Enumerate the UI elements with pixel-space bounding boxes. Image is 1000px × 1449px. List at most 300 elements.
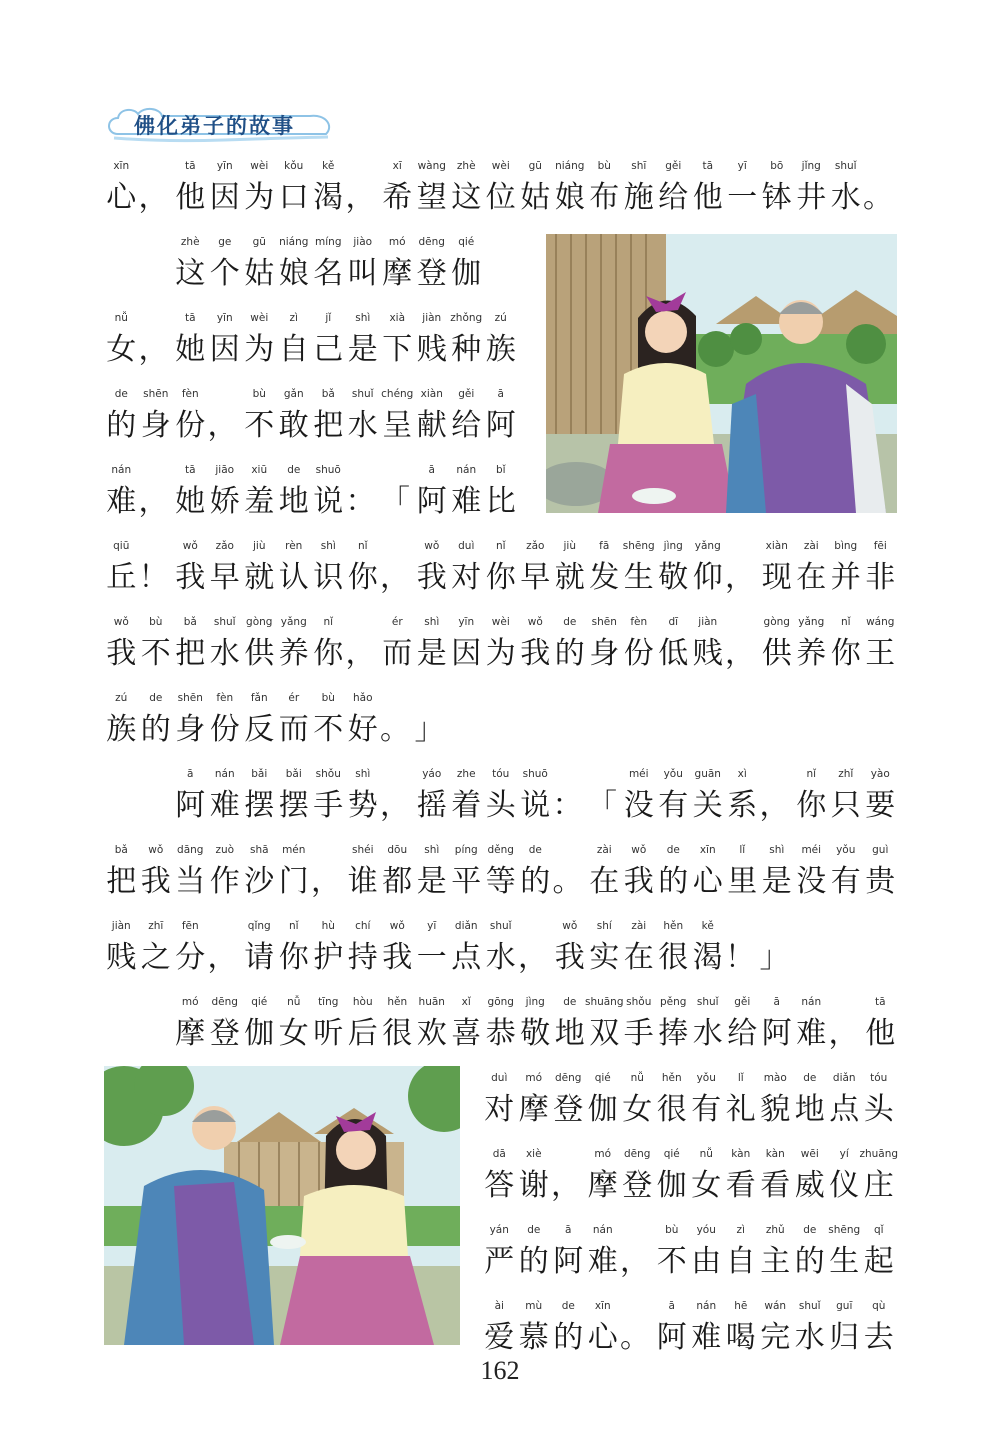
hanzi: ， xyxy=(207,940,238,975)
ruby-char xyxy=(863,540,898,610)
hanzi: 摇 xyxy=(416,788,447,823)
pinyin: yīn xyxy=(458,616,475,628)
hanzi: 不 xyxy=(244,408,275,443)
hanzi: 的 xyxy=(106,408,137,443)
hanzi: 族 xyxy=(485,332,516,367)
hanzi: 头 xyxy=(863,1092,894,1127)
pinyin: xiū xyxy=(251,464,268,476)
hanzi: 摩 xyxy=(518,1092,549,1127)
pinyin: fǎn xyxy=(250,692,268,704)
hanzi: 是 xyxy=(416,864,447,899)
ruby-char xyxy=(863,160,898,230)
pinyin: yǎng xyxy=(694,540,721,552)
pinyin: xì xyxy=(737,768,747,780)
hanzi: ， xyxy=(311,864,341,899)
hanzi: 把 xyxy=(175,636,206,671)
hanzi: 你 xyxy=(830,636,861,671)
hanzi: 位 xyxy=(485,180,516,215)
pinyin: de xyxy=(666,844,680,856)
hanzi: ， xyxy=(138,332,169,367)
pinyin: yáo xyxy=(422,768,442,780)
hanzi: 己 xyxy=(313,332,344,367)
hanzi: 而 xyxy=(278,712,309,747)
pinyin: bù xyxy=(597,160,611,172)
pinyin: dā xyxy=(492,1148,506,1160)
pinyin: qié xyxy=(251,996,268,1008)
pinyin: bù xyxy=(252,388,266,400)
pinyin: duì xyxy=(458,540,475,552)
hanzi: 」 xyxy=(414,712,445,747)
pinyin: shì xyxy=(424,844,440,856)
pinyin: shuǐ xyxy=(798,1300,821,1312)
pinyin: bìng xyxy=(834,540,858,552)
hanzi: 看 xyxy=(725,1168,756,1203)
ruby-char xyxy=(691,616,726,686)
hanzi: 呈 xyxy=(382,408,413,443)
hanzi: 早 xyxy=(520,560,551,595)
pinyin: rèn xyxy=(285,540,303,552)
pinyin: tā xyxy=(874,996,886,1008)
hanzi: 有 xyxy=(658,788,689,823)
hanzi: 非 xyxy=(865,560,896,595)
hanzi: 个 xyxy=(209,256,240,291)
pinyin: mó xyxy=(388,236,406,248)
hanzi: ， xyxy=(725,636,755,671)
hanzi: 供 xyxy=(244,636,275,671)
pinyin: jiù xyxy=(253,540,266,552)
pinyin: dēng xyxy=(418,236,445,248)
hanzi: 身 xyxy=(589,636,620,671)
pinyin: jiào xyxy=(353,236,373,248)
pinyin: huān xyxy=(418,996,445,1008)
pinyin: wǒ xyxy=(527,616,543,628)
hanzi: 貌 xyxy=(760,1092,791,1127)
ruby-char xyxy=(760,920,795,990)
pinyin: dēng xyxy=(555,1072,582,1084)
pinyin: gǎn xyxy=(283,388,304,400)
pinyin: ā xyxy=(187,768,194,780)
pinyin: jiāo xyxy=(215,464,235,476)
hanzi: 敢 xyxy=(278,408,309,443)
ruby-char xyxy=(311,464,346,534)
ruby-char xyxy=(484,920,519,990)
hanzi: 生 xyxy=(623,560,654,595)
ruby-char xyxy=(104,464,139,534)
pinyin: zú xyxy=(115,692,128,704)
pinyin: yóu xyxy=(696,1224,716,1236)
ruby-char xyxy=(517,1148,552,1218)
hanzi: 爱 xyxy=(484,1320,515,1355)
pinyin: tóu xyxy=(870,1072,888,1084)
hanzi: 摩 xyxy=(587,1168,618,1203)
pinyin: zú xyxy=(494,312,507,324)
hanzi: 阿 xyxy=(553,1244,584,1279)
pinyin: yào xyxy=(870,768,890,780)
pinyin: ā xyxy=(428,464,435,476)
hanzi: 因 xyxy=(451,636,482,671)
hanzi: 早 xyxy=(209,560,240,595)
hanzi: 并 xyxy=(830,560,861,595)
pinyin: bǎi xyxy=(251,768,268,780)
pinyin: wèi xyxy=(491,616,510,628)
pinyin: qié xyxy=(663,1148,680,1160)
hanzi: 摩 xyxy=(382,256,413,291)
pinyin: diǎn xyxy=(454,920,478,932)
pinyin: wǒ xyxy=(113,616,129,628)
hanzi: 在 xyxy=(589,864,620,899)
hanzi: 他 xyxy=(865,1016,896,1051)
hanzi: 心 xyxy=(587,1320,618,1355)
pinyin: shuǐ xyxy=(213,616,236,628)
pinyin: de xyxy=(527,1224,541,1236)
hanzi: 你 xyxy=(278,940,309,975)
ruby-char xyxy=(794,996,829,1066)
hanzi: 女 xyxy=(106,332,137,367)
pinyin: pěng xyxy=(660,996,687,1008)
pinyin: shì xyxy=(769,844,785,856)
hanzi: 认 xyxy=(278,560,309,595)
pinyin: yīn xyxy=(216,312,233,324)
pinyin: tā xyxy=(702,160,714,172)
pinyin: xīn xyxy=(699,844,716,856)
hanzi: ， xyxy=(518,940,548,975)
hanzi: 施 xyxy=(623,180,654,215)
pinyin: nǐ xyxy=(288,920,299,932)
pinyin: de xyxy=(287,464,301,476)
ruby-char xyxy=(484,312,519,382)
pinyin: zài xyxy=(803,540,819,552)
ruby-char xyxy=(862,1224,897,1294)
hanzi: ， xyxy=(551,1168,581,1203)
hanzi: 这 xyxy=(451,180,482,215)
pinyin: bǎ xyxy=(321,388,335,400)
pinyin: qié xyxy=(594,1072,611,1084)
pinyin: gū xyxy=(528,160,542,172)
pinyin: zì xyxy=(289,312,298,324)
hanzi: 难 xyxy=(451,484,482,519)
hanzi: ， xyxy=(759,788,790,823)
pinyin: nǐ xyxy=(323,616,334,628)
pinyin: shēn xyxy=(143,388,169,400)
hanzi: 喝 xyxy=(725,1320,756,1355)
hanzi: ， xyxy=(828,1016,859,1051)
hanzi: 手 xyxy=(623,1016,654,1051)
pinyin: mó xyxy=(181,996,199,1008)
hanzi: 谢 xyxy=(518,1168,549,1203)
hanzi: 伽 xyxy=(451,256,482,291)
pinyin: zài xyxy=(596,844,612,856)
hanzi: 你 xyxy=(347,560,378,595)
hanzi: 反 xyxy=(244,712,275,747)
hanzi: 不 xyxy=(656,1244,687,1279)
pinyin: wǒ xyxy=(424,540,440,552)
hanzi: 我 xyxy=(140,864,171,899)
pinyin: shēn xyxy=(177,692,203,704)
hanzi: 严 xyxy=(484,1244,515,1279)
hanzi: 实 xyxy=(589,940,620,975)
pinyin: nǐ xyxy=(495,540,506,552)
hanzi: 她 xyxy=(175,484,206,519)
pinyin: wǒ xyxy=(148,844,164,856)
pinyin: děng xyxy=(487,844,514,856)
hanzi: 起 xyxy=(863,1244,894,1279)
hanzi: 我 xyxy=(623,864,654,899)
pinyin: dī xyxy=(668,616,679,628)
pinyin: lǐ xyxy=(737,1072,744,1084)
hanzi: 的 xyxy=(553,1320,584,1355)
pinyin: wǒ xyxy=(562,920,578,932)
hanzi: 谁 xyxy=(347,864,378,899)
pinyin: de xyxy=(563,616,577,628)
pinyin: shì xyxy=(355,768,371,780)
hanzi: 听 xyxy=(313,1016,344,1051)
pinyin: kǒu xyxy=(284,160,304,172)
hanzi: 请 xyxy=(244,940,275,975)
ruby-char xyxy=(863,768,898,838)
pinyin: hěn xyxy=(387,996,408,1008)
pinyin: yīn xyxy=(216,160,233,172)
hanzi: 地 xyxy=(278,484,309,519)
hanzi: ， xyxy=(620,1244,650,1279)
hanzi: 的 xyxy=(658,864,689,899)
pinyin: dēng xyxy=(624,1148,651,1160)
hanzi: 井 xyxy=(796,180,827,215)
pinyin: gū xyxy=(252,236,266,248)
pinyin: shuǐ xyxy=(351,388,374,400)
hanzi: 就 xyxy=(244,560,275,595)
hanzi: 沙 xyxy=(244,864,275,899)
pinyin: qié xyxy=(458,236,475,248)
hanzi: 他 xyxy=(692,180,723,215)
pinyin: jiàn xyxy=(422,312,442,324)
hanzi: 后 xyxy=(347,1016,378,1051)
pinyin: zhī xyxy=(148,920,164,932)
pinyin: shí xyxy=(596,920,612,932)
ruby-char xyxy=(311,616,346,686)
ruby-char xyxy=(553,768,588,838)
ruby-char xyxy=(415,692,450,762)
illustration-ananda-receives-water xyxy=(546,234,897,513)
hanzi: 护 xyxy=(313,940,344,975)
pinyin: tóu xyxy=(492,768,510,780)
hanzi: 丘 xyxy=(106,560,137,595)
hanzi: 娇 xyxy=(209,484,240,519)
ruby-char xyxy=(586,1224,621,1294)
hanzi: 族 xyxy=(106,712,137,747)
hanzi: 势 xyxy=(347,788,378,823)
pinyin: wǒ xyxy=(182,540,198,552)
pinyin: jiàn xyxy=(698,616,718,628)
hanzi: 识 xyxy=(313,560,344,595)
pinyin: zhuāng xyxy=(859,1148,899,1160)
hanzi: 份 xyxy=(175,408,206,443)
hanzi: 伽 xyxy=(656,1168,687,1203)
pinyin: nǐ xyxy=(357,540,368,552)
pinyin: kàn xyxy=(731,1148,751,1160)
pinyin: yǎng xyxy=(280,616,307,628)
pinyin: zài xyxy=(631,920,647,932)
pinyin: yǎng xyxy=(798,616,825,628)
hanzi: 头 xyxy=(485,788,516,823)
pinyin: tīng xyxy=(318,996,339,1008)
hanzi: 把 xyxy=(313,408,344,443)
pinyin: shuǐ xyxy=(696,996,719,1008)
hanzi: 没 xyxy=(623,788,654,823)
hanzi: 阿 xyxy=(656,1320,687,1355)
hanzi: 要 xyxy=(865,788,896,823)
hanzi: 摆 xyxy=(278,788,309,823)
pinyin: shēn xyxy=(591,616,617,628)
pinyin: zǎo xyxy=(215,540,234,552)
hanzi: 。 xyxy=(380,712,410,747)
hanzi: 当 xyxy=(175,864,206,899)
hanzi: ： xyxy=(345,484,376,519)
hanzi: 登 xyxy=(416,256,447,291)
pinyin: shā xyxy=(249,844,269,856)
hanzi: 一 xyxy=(727,180,758,215)
pinyin: fēi xyxy=(873,540,887,552)
hanzi: 仪 xyxy=(829,1168,860,1203)
hanzi: 女 xyxy=(622,1092,653,1127)
hanzi: 钵 xyxy=(761,180,792,215)
pinyin: shuǐ xyxy=(834,160,857,172)
hanzi: 没 xyxy=(796,864,827,899)
pinyin: bǐ xyxy=(495,464,506,476)
hanzi: ， xyxy=(380,788,410,823)
pinyin: shì xyxy=(355,312,371,324)
pinyin: xī xyxy=(392,160,402,172)
hanzi: 平 xyxy=(451,864,482,899)
pinyin: fēn xyxy=(181,920,199,932)
hanzi: 我 xyxy=(382,940,413,975)
pinyin: wáng xyxy=(866,616,895,628)
hanzi: 难 xyxy=(209,788,240,823)
header-title: 佛化弟子的故事 xyxy=(134,114,295,138)
pinyin: zhe xyxy=(456,768,476,780)
hanzi: 我 xyxy=(106,636,137,671)
hanzi: ， xyxy=(725,560,755,595)
hanzi: 自 xyxy=(725,1244,756,1279)
pinyin: hòu xyxy=(352,996,373,1008)
hanzi: 为 xyxy=(244,332,275,367)
hanzi: 给 xyxy=(658,180,689,215)
pinyin: jǐ xyxy=(325,312,332,324)
ruby-char xyxy=(104,160,139,230)
ruby-char xyxy=(863,616,898,686)
hanzi: 献 xyxy=(416,408,447,443)
pinyin: tā xyxy=(184,160,196,172)
hanzi: 难 xyxy=(106,484,137,519)
hanzi: 对 xyxy=(484,1092,515,1127)
illustration-matangi-offers-water xyxy=(104,1066,460,1345)
pinyin: qiū xyxy=(113,540,130,552)
pinyin: chí xyxy=(355,920,371,932)
ruby-char xyxy=(829,160,864,230)
hanzi: 女 xyxy=(691,1168,722,1203)
hanzi: 种 xyxy=(451,332,482,367)
hanzi: 我 xyxy=(416,560,447,595)
pinyin: xiàn xyxy=(765,540,788,552)
pinyin: shǒu xyxy=(315,768,341,780)
pinyin: guān xyxy=(694,768,721,780)
hanzi: 伽 xyxy=(587,1092,618,1127)
hanzi: 叫 xyxy=(347,256,378,291)
pinyin: jìng xyxy=(525,996,545,1008)
hanzi: 份 xyxy=(209,712,240,747)
hanzi: 伽 xyxy=(244,1016,275,1051)
pinyin: jiù xyxy=(563,540,576,552)
hanzi: 点 xyxy=(451,940,482,975)
hanzi: 给 xyxy=(727,1016,758,1051)
hanzi: 水 xyxy=(830,180,861,215)
hanzi: 姑 xyxy=(244,256,275,291)
pinyin: shuǐ xyxy=(489,920,512,932)
hanzi: 欢 xyxy=(416,1016,447,1051)
hanzi: 渴 xyxy=(313,180,344,215)
pinyin: wǒ xyxy=(631,844,647,856)
hanzi: 敬 xyxy=(520,1016,551,1051)
pinyin: jìng xyxy=(663,540,683,552)
pinyin: zì xyxy=(736,1224,745,1236)
hanzi: ！ xyxy=(138,560,169,595)
pinyin: guī xyxy=(836,1300,853,1312)
pinyin: zhè xyxy=(180,236,200,248)
pinyin: yǒu xyxy=(663,768,683,780)
pinyin: dāng xyxy=(177,844,204,856)
hanzi: 庄 xyxy=(863,1168,894,1203)
hanzi: 为 xyxy=(244,180,275,215)
ruby-char xyxy=(859,1148,899,1218)
hanzi: 很 xyxy=(382,1016,413,1051)
hanzi: 是 xyxy=(761,864,792,899)
pinyin: ér xyxy=(288,692,300,704)
hanzi: 威 xyxy=(794,1168,825,1203)
hanzi: 女 xyxy=(278,1016,309,1051)
pinyin: diǎn xyxy=(832,1072,856,1084)
hanzi: 难 xyxy=(691,1320,722,1355)
pinyin: de xyxy=(149,692,163,704)
hanzi: ， xyxy=(345,180,376,215)
pinyin: nán xyxy=(801,996,822,1008)
pinyin: wàng xyxy=(417,160,446,172)
pinyin: zhǔ xyxy=(765,1224,785,1236)
hanzi: 说 xyxy=(520,788,551,823)
pinyin: de xyxy=(803,1224,817,1236)
pinyin: hǎo xyxy=(352,692,373,704)
pinyin: de xyxy=(563,996,577,1008)
pinyin: ài xyxy=(494,1300,504,1312)
pinyin: shēng xyxy=(622,540,655,552)
pinyin: ā xyxy=(668,1300,675,1312)
pinyin: míng xyxy=(315,236,342,248)
hanzi: 阿 xyxy=(761,1016,792,1051)
hanzi: 布 xyxy=(589,180,620,215)
pinyin: shǒu xyxy=(626,996,652,1008)
hanzi: 双 xyxy=(589,1016,620,1051)
hanzi: 他 xyxy=(175,180,206,215)
pinyin: yī xyxy=(427,920,437,932)
hanzi: 把 xyxy=(106,864,137,899)
hanzi: 手 xyxy=(313,788,344,823)
ruby-char xyxy=(518,844,553,914)
hanzi: 作 xyxy=(209,864,240,899)
hanzi: 身 xyxy=(140,408,171,443)
hanzi: 你 xyxy=(796,788,827,823)
hanzi: 的 xyxy=(554,636,585,671)
pinyin: nán xyxy=(111,464,132,476)
pinyin: nán xyxy=(214,768,235,780)
hanzi: 礼 xyxy=(725,1092,756,1127)
